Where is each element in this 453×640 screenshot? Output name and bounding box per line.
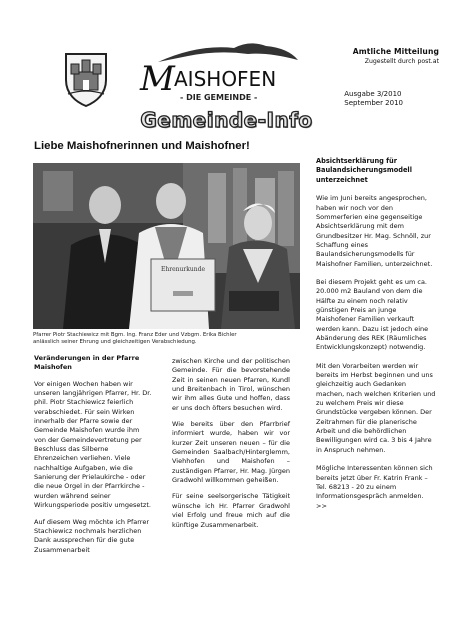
article-headline: Liebe Maishofnerinnen und Maishofner!	[34, 140, 250, 152]
paragraph: Vor einigen Wochen haben wir unseren langjährigen Pfarrer, Hr. Dr. phil. Piotr Stachiewicz feierlich verabschiedet. Für sein Wirken innerhalb der Pfarre sowie der Gemeinde Maishofen wurde ihm von der Gemeindevertretung per Beschluss das Silberne Ehrenzeichen verliehen. Viele nachhaltige Aufgaben, wie die Sanierung der Prielaukirche - oder die neue Orgel in der Pfarrkirche - wurden während seiner Wirkungsperiode positiv umgesetzt.	[34, 379, 152, 510]
column-3	[316, 157, 436, 520]
section-heading-pfarre: Veränderungen in der Pfarre Maishofen	[34, 354, 140, 372]
paragraph: Bei diesem Projekt geht es um ca. 20.000 m2 Bauland von dem die Hälfte zu einem noch relativ günstigen Preis an junge Maishofener Familien verkauft werden kann. Dazu ist jedoch eine Abänderung des REK (Räumliches Entwicklungskonzept) notwendig.	[316, 277, 429, 352]
delivery-note: Zugestellt durch post.at	[364, 58, 439, 65]
masthead-title: Gemeinde-Info	[140, 108, 313, 132]
svg-text:M: M	[140, 59, 175, 99]
photo-caption	[33, 332, 313, 346]
paragraph: Mit den Vorarbeiten werden wir bereits im Herbst beginnen und uns gleichzeitig auch Gedanken machen, nach welchen Kriterien und zu welchem Preis wir diese Grundstücke vergeben können. Der Zeitrahmen für die planerische Arbeit und die behördlichen Bewilligungen wird ca. 3 bis 4 Jahre in Anspruch nehmen.	[316, 361, 436, 454]
issue-info	[344, 90, 403, 108]
column-2	[172, 357, 290, 537]
paragraph: Auf diesem Weg möchte ich Pfarrer Stachiewicz nochmals herzlichen Dank aussprechen für die gute Zusammenarbeit	[34, 517, 150, 554]
honor-ceremony-photo	[33, 163, 300, 329]
paragraph: Wie im Juni bereits angesprochen, haben wir noch vor den Sommerferien eine gegenseitige Absichtserklärung mit dem Grundbesitzer Hr. Mag. Schnöll, zur Schaffung eines Baulandsicherungsmodells für Maishofner Familien, unterzeichnet.	[316, 194, 433, 268]
column-1	[34, 354, 152, 562]
certificate-text: Ehrenurkunde	[160, 266, 206, 273]
official-notice-title: Amtliche Mitteilung	[352, 47, 439, 56]
logo-subtitle: - DIE GEMEINDE -	[180, 93, 258, 102]
paragraph: Mögliche Interessenten können sich bereits jetzt über Fr. Katrin Frank – Tel. 68213 - 20 zu einem Informationsgespräch anmelden. >>	[316, 464, 433, 510]
official-notice	[353, 47, 439, 65]
paragraph: Wie bereits über den Pfarrbrief informiert wurde, haben wir vor kurzer Zeit unseren neuen – für die Gemeinden Saalbach/Hinterglemm, Viehhofen und Maishofen – zuständigen Pfarrer, Hr. Mag. Jürgen Gradwohl willkommen geheißen.	[172, 420, 290, 485]
paragraph: Für seine seelsorgerische Tätigkeit wünsche ich Hr. Pfarrer Gradwohl viel Erfolg und freue mich auf die künftige Zusammenarbeit.	[172, 492, 290, 529]
coat-of-arms-icon	[62, 50, 110, 108]
paragraph: zwischen Kirche und der politischen Gemeinde. Für die bevorstehende Zeit in seinen neuen Pfarren, Kundl und Breitenbach in Tirol, wünschen wir ihm alles Gute und hoffen, dass er uns doch öfters besuchen wird.	[172, 357, 290, 412]
maishofen-logo	[138, 40, 298, 104]
section-heading-bauland: Absichtserklärung für Baulandsicherungsmodell unterzeichnet	[316, 157, 412, 184]
issue-date: September 2010	[344, 99, 403, 107]
caption-line-1: Pfarrer Piotr Stachiewicz mit Bgm. Ing. Franz Eder und Vzbgm. Erika Bichler	[33, 332, 237, 338]
logo-name: AISHOFEN	[174, 67, 277, 91]
caption-line-2: anlässlich seiner Ehrung und gleichzeitigen Verabschiedung.	[33, 339, 197, 345]
issue-number: Ausgabe 3/2010	[344, 90, 402, 98]
